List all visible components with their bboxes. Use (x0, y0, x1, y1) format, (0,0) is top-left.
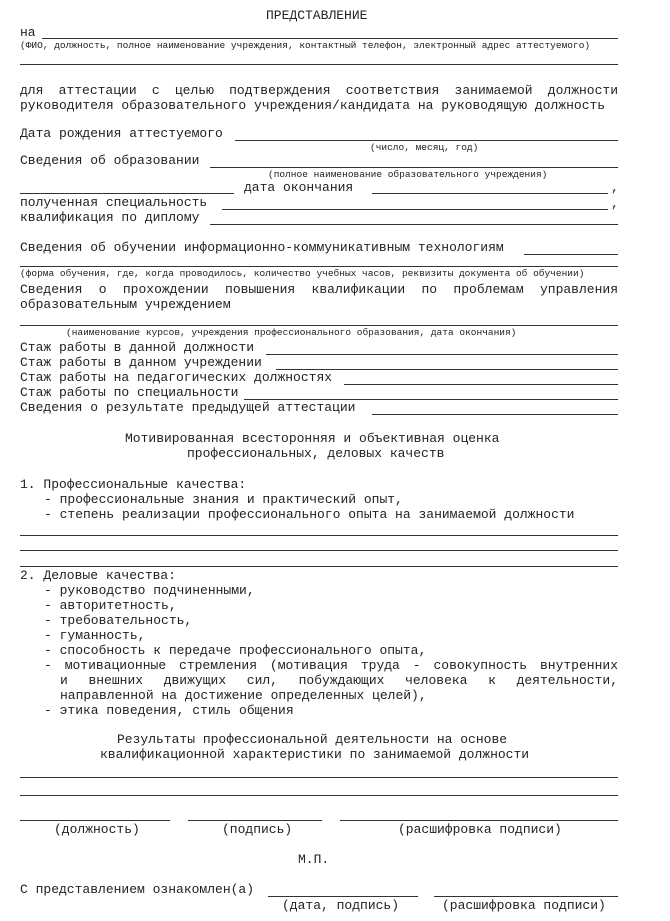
business-item: - требовательность, (44, 613, 193, 628)
experience-position-field[interactable] (266, 354, 618, 355)
results-title-1: Результаты профессиональной деятельности на основе (117, 732, 508, 747)
prof-item: - степень реализации профессионального опыта на занимаемой должности (44, 507, 575, 522)
evaluation-title-1: Мотивированная всесторонняя и объективная оценка (125, 431, 500, 446)
acquainted-decoding-field[interactable] (434, 896, 618, 897)
experience-pedagogical-label: Стаж работы на педагогических должностях (20, 370, 333, 385)
experience-institution-label: Стаж работы в данном учреждении (20, 355, 262, 370)
specialty-label: полученная специальность (20, 195, 208, 210)
graduation-label: дата окончания (244, 180, 354, 195)
to-field-line[interactable] (42, 38, 618, 39)
purpose-line-1: для аттестации с целью подтверждения соответствия занимаемой должности (20, 83, 618, 98)
results-field-1[interactable] (20, 777, 618, 778)
position-caption: (должность) (54, 822, 140, 837)
prof-field-3[interactable] (20, 566, 618, 567)
prof-item: - профессиональные знания и практический опыт, (44, 492, 403, 507)
signature-field[interactable] (188, 820, 322, 821)
motivation-line-1: - мотивационные стремления (мотивация труда - совокупность внутренних (44, 658, 618, 673)
mgmt-hint: (наименование курсов, учреждения профессионального образования, дата окончания) (66, 327, 517, 338)
birth-date-hint: (число, месяц, год) (370, 142, 479, 153)
motivation-line-2: и внешних движущих сил, побуждающих человека к деятельности, (60, 673, 618, 688)
motivation-line-3: направленной на достижение определенных целей), (60, 688, 427, 703)
business-item-ethics: - этика поведения, стиль общения (44, 703, 294, 718)
mgmt-field[interactable] (20, 325, 618, 326)
business-item: - авторитетность, (44, 598, 177, 613)
previous-attestation-label: Сведения о результате предыдущей аттестации (20, 400, 356, 415)
prof-heading: 1. Профессиональные качества: (20, 477, 247, 492)
acquainted-date-caption: (дата, подпись) (282, 898, 400, 913)
experience-pedagogical-field[interactable] (344, 384, 618, 385)
birth-date-field[interactable] (235, 140, 618, 141)
position-sign-field[interactable] (20, 820, 170, 821)
purpose-line-2: руководителя образовательного учреждения/кандидата на руководящую должность (20, 98, 606, 113)
mgmt-line-2: образовательным учреждением (20, 297, 231, 312)
stamp-place: М.П. (298, 852, 330, 867)
ict-field[interactable] (524, 254, 618, 255)
acquainted-decoding-caption: (расшифровка подписи) (442, 898, 606, 913)
results-field-2[interactable] (20, 795, 618, 796)
to-hint: (ФИО, должность, полное наименование учреждения, контактный телефон, электронный адрес аттестуемого) (20, 40, 591, 51)
to-label: на (20, 25, 36, 40)
evaluation-title-2: профессиональных, деловых качеств (187, 446, 445, 461)
to-field-line-2[interactable] (20, 64, 618, 65)
education-label: Сведения об образовании (20, 153, 200, 168)
ict-field-2[interactable] (20, 266, 618, 267)
document-title: ПРЕДСТАВЛЕНИЕ (266, 8, 368, 23)
graduation-field[interactable] (372, 193, 608, 194)
education-field-2[interactable] (20, 193, 234, 194)
signature-caption: (подпись) (222, 822, 293, 837)
acquainted-sign-field[interactable] (268, 896, 418, 897)
prof-field-1[interactable] (20, 535, 618, 536)
specialty-field[interactable] (222, 209, 608, 210)
ict-hint: (форма обучения, где, когда проводилось, количество учебных часов, реквизиты документа об обучении) (20, 268, 585, 279)
experience-specialty-label: Стаж работы по специальности (20, 385, 239, 400)
education-field[interactable] (210, 167, 618, 168)
business-item: - гуманность, (44, 628, 146, 643)
acquainted-label: С представлением ознакомлен(а) (20, 882, 255, 897)
business-heading: 2. Деловые качества: (20, 568, 177, 583)
previous-attestation-field[interactable] (372, 414, 618, 415)
decoding-caption: (расшифровка подписи) (398, 822, 562, 837)
mgmt-line-1: Сведения о прохождении повышения квалификации по проблемам управления (20, 282, 618, 297)
qualification-field[interactable] (210, 224, 618, 225)
business-item: - способность к передаче профессионального опыта, (44, 643, 427, 658)
prof-field-2[interactable] (20, 550, 618, 551)
results-title-2: квалификационной характеристики по занимаемой должности (100, 747, 530, 762)
birth-date-label: Дата рождения аттестуемого (20, 126, 223, 141)
decoding-field[interactable] (340, 820, 618, 821)
business-item: - руководство подчиненными, (44, 583, 255, 598)
ict-label: Сведения об обучении информационно-коммуникативным технологиям (20, 240, 504, 255)
qualification-label: квалификация по диплому (20, 210, 200, 225)
education-hint: (полное наименование образовательного учреждения) (268, 169, 548, 180)
experience-position-label: Стаж работы в данной должности (20, 340, 255, 355)
